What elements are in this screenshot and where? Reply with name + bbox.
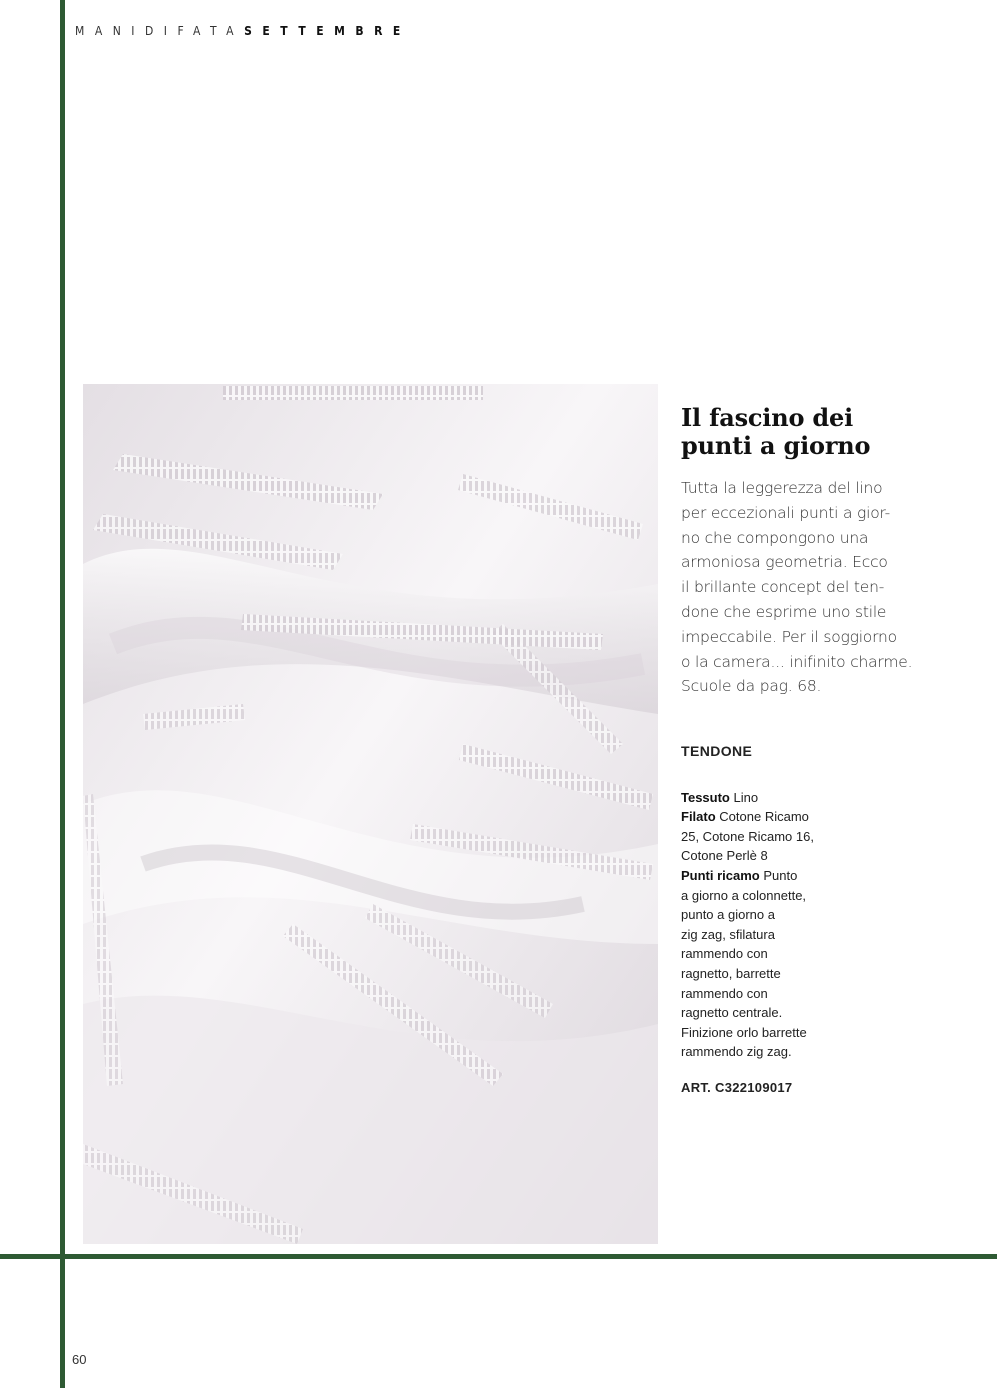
drawn-thread-band — [223, 386, 483, 400]
spec-fabric-label: Tessuto — [681, 789, 730, 805]
magazine-name: MANIDIFATA — [75, 24, 245, 38]
spec-thread — [681, 807, 881, 866]
article-block — [681, 404, 931, 699]
article-lead: Tutta la leggerezza del lino per eccezionali punti a gior- no che compongono una armoniosa geometria. Ecco il brillante concept del ten- done che esprime uno stile impeccabile. Per il soggiorno o la camera... inifinito charme. Scuole da pag. 68. — [681, 479, 913, 696]
spec-stitches-value: Punto a giorno a colonnette, punto a giorno a zig zag, sfilatura rammendo con ragnetto, barrette rammendo con ragnetto centrale. Finizione orlo barrette rammendo zig zag. — [681, 867, 807, 1060]
running-head — [75, 24, 411, 38]
spec-fabric-value: Lino — [733, 789, 759, 805]
article-title-line-1: Il fascino dei — [681, 403, 853, 432]
horizontal-green-rule — [0, 1254, 997, 1259]
article-code: ART. C322109017 — [681, 1079, 793, 1095]
spec-fabric — [681, 788, 881, 808]
spec-thread-value: Cotone Ricamo 25, Cotone Ricamo 16, Cotone Perlè 8 — [681, 809, 814, 864]
linen-fabric-illustration — [83, 384, 658, 1244]
article-title — [681, 404, 931, 460]
spec-stitches-label: Punti ricamo — [681, 867, 760, 883]
page-number: 60 — [72, 1352, 87, 1367]
embroidered-linen-photo — [83, 384, 658, 1244]
product-specs — [681, 742, 881, 1098]
spec-stitches — [681, 866, 881, 1062]
vertical-green-rule — [60, 0, 65, 1388]
specs-heading: TENDONE — [681, 743, 753, 759]
article-title-line-2: punti a giorno — [681, 431, 871, 460]
issue-month: SETTEMBRE — [244, 24, 411, 38]
spec-thread-label: Filato — [681, 809, 716, 825]
